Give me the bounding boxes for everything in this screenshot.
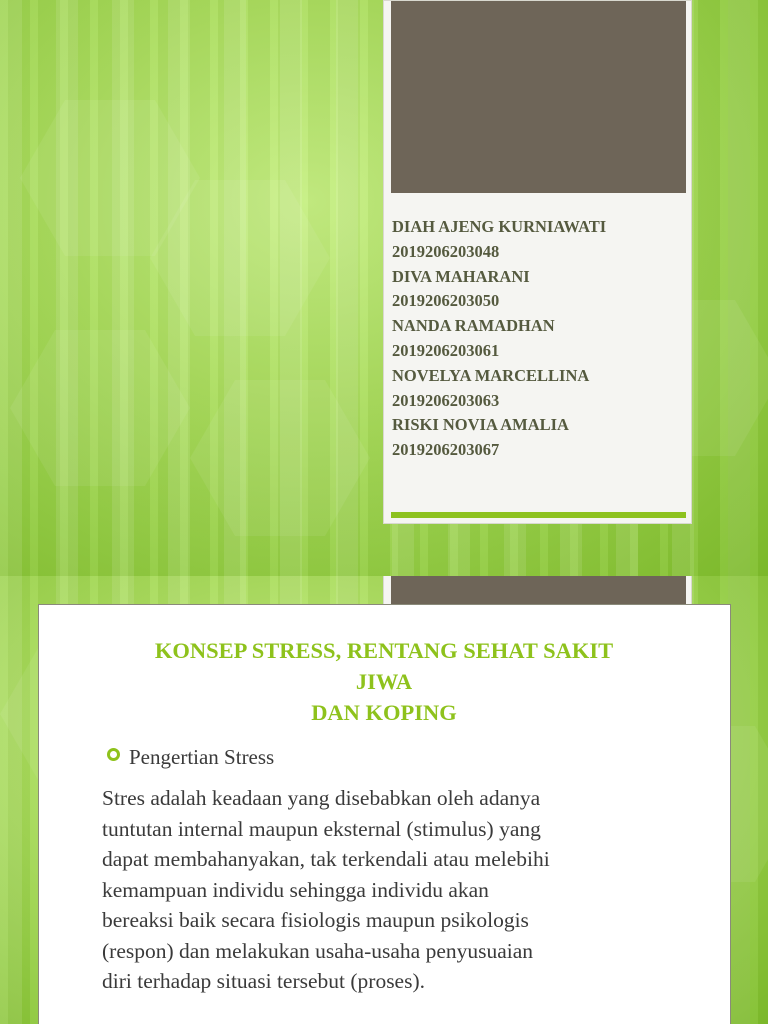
text-line: dapat membahanyakan, tak terkendali atau melebihi [102, 847, 550, 871]
text-line: diri terhadap situasi tersebut (proses). [102, 969, 426, 993]
bullet-item [107, 745, 274, 770]
circle-bullet-icon [107, 748, 120, 761]
member-name: NANDA RAMADHAN [392, 316, 555, 336]
member-list [392, 215, 682, 463]
text-line: kemampuan individu sehingga individu akan [102, 877, 489, 902]
title-line: JIWA [355, 669, 413, 694]
member-id: 2019206203063 [392, 390, 500, 410]
definition-text [102, 783, 722, 997]
member-name: DIVA MAHARANI [392, 266, 530, 286]
accent-bar [391, 512, 686, 518]
member-name: NOVELYA MARCELLINA [392, 365, 590, 385]
member-id: 2019206203050 [392, 291, 500, 311]
member-name: DIAH AJENG KURNIAWATI [392, 217, 607, 236]
background-hexagon [10, 330, 190, 486]
slide-2 [0, 576, 768, 1024]
title-line: DAN KOPING [311, 700, 457, 725]
slide-title [39, 635, 729, 728]
text-line: Stres adalah keadaan yang disebabkan oleh adanya [102, 786, 541, 810]
background-hexagon [190, 380, 370, 536]
photo-placeholder [391, 1, 686, 193]
text-line: tuntutan internal maupun eksternal (stimulus) yang [102, 816, 541, 841]
title-line: KONSEP STRESS, RENTANG SEHAT SAKIT [154, 638, 614, 663]
member-name: RISKI NOVIA AMALIA [392, 415, 569, 435]
text-line: (respon) dan melakukan usaha-usaha penyusuaian [102, 938, 534, 963]
member-card [383, 0, 692, 524]
member-id: 2019206203061 [392, 340, 500, 360]
member-id: 2019206203048 [392, 241, 500, 261]
text-line: bereaksi baik secara fisiologis maupun psikologis [102, 908, 529, 932]
content-box [38, 604, 731, 1024]
bullet-label: Pengertian Stress [129, 745, 275, 769]
member-id: 2019206203067 [392, 440, 500, 460]
